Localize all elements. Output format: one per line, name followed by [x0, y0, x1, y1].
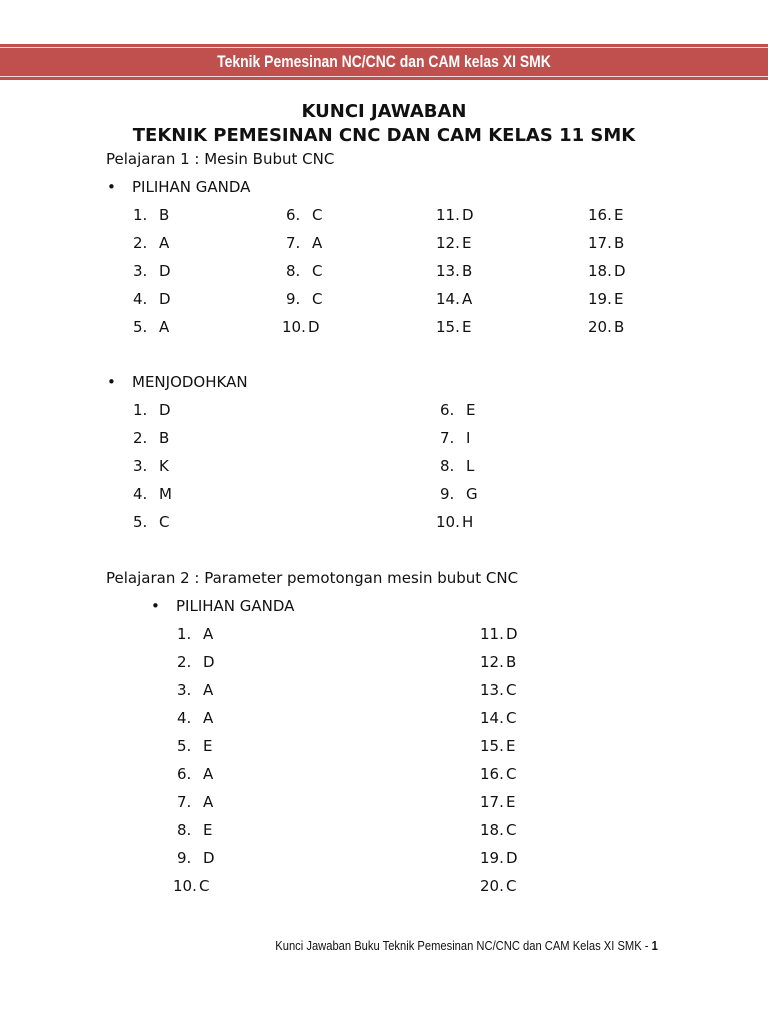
- answer-number: 13.: [480, 681, 504, 699]
- answer-letter: E: [466, 401, 476, 419]
- lesson1-match-label: • MENJODOHKAN: [132, 373, 248, 391]
- answer-letter: A: [203, 709, 214, 727]
- answer-letter: E: [506, 737, 516, 755]
- answer-number: 6.: [177, 765, 192, 783]
- answer-number: 17.: [480, 793, 504, 811]
- answer-letter: E: [506, 793, 516, 811]
- answer-letter: D: [506, 625, 518, 643]
- answer-letter: A: [203, 793, 214, 811]
- document-title: KUNCI JAWABAN: [301, 101, 467, 122]
- page-number: 1: [651, 938, 658, 953]
- answer-letter: D: [159, 262, 171, 280]
- answer-number: 6.: [440, 401, 455, 419]
- answer-letter: B: [462, 262, 473, 280]
- answer-number: 8.: [440, 457, 455, 475]
- answer-number: 6.: [286, 206, 301, 224]
- answer-number: 4.: [133, 290, 148, 308]
- answer-number: 11.: [480, 625, 504, 643]
- answer-letter: A: [203, 625, 214, 643]
- answer-number: 2.: [133, 429, 148, 447]
- header-rule-top: [0, 47, 768, 48]
- answer-letter: B: [506, 653, 517, 671]
- answer-number: 10.: [282, 318, 306, 336]
- answer-number: 7.: [440, 429, 455, 447]
- answer-letter: C: [312, 262, 323, 280]
- answer-number: 2.: [177, 653, 192, 671]
- answer-letter: C: [506, 709, 517, 727]
- answer-letter: E: [614, 290, 624, 308]
- answer-number: 10.: [173, 877, 197, 895]
- answer-number: 15.: [480, 737, 504, 755]
- answer-letter: A: [462, 290, 473, 308]
- answer-letter: B: [614, 234, 625, 252]
- answer-number: 15.: [436, 318, 460, 336]
- answer-letter: G: [466, 485, 478, 503]
- lesson1-pg-label: • PILIHAN GANDA: [132, 178, 250, 196]
- answer-letter: E: [462, 234, 472, 252]
- answer-letter: D: [462, 206, 474, 224]
- answer-letter: D: [159, 401, 171, 419]
- answer-letter: C: [312, 290, 323, 308]
- answer-number: 8.: [286, 262, 301, 280]
- answer-letter: I: [466, 429, 471, 447]
- answer-number: 17.: [588, 234, 612, 252]
- answer-letter: E: [614, 206, 624, 224]
- answer-letter: D: [203, 849, 215, 867]
- answer-letter: B: [159, 206, 170, 224]
- document-subtitle: TEKNIK PEMESINAN CNC DAN CAM KELAS 11 SMK: [132, 125, 636, 146]
- answer-number: 12.: [480, 653, 504, 671]
- answer-number: 12.: [436, 234, 460, 252]
- answer-number: 8.: [177, 821, 192, 839]
- answer-letter: C: [199, 877, 210, 895]
- answer-number: 13.: [436, 262, 460, 280]
- answer-letter: B: [614, 318, 625, 336]
- answer-number: 20.: [588, 318, 612, 336]
- answer-number: 9.: [177, 849, 192, 867]
- answer-letter: D: [203, 653, 215, 671]
- answer-letter: D: [614, 262, 626, 280]
- answer-letter: A: [203, 765, 214, 783]
- answer-number: 5.: [177, 737, 192, 755]
- answer-letter: C: [506, 765, 517, 783]
- answer-number: 4.: [133, 485, 148, 503]
- answer-letter: C: [506, 877, 517, 895]
- answer-number: 3.: [133, 262, 148, 280]
- answer-letter: A: [203, 681, 214, 699]
- answer-number: 4.: [177, 709, 192, 727]
- footer-text: Kunci Jawaban Buku Teknik Pemesinan NC/CNC dan CAM Kelas XI SMK -: [275, 938, 652, 953]
- answer-letter: A: [159, 234, 170, 252]
- answer-letter: B: [159, 429, 170, 447]
- answer-number: 5.: [133, 513, 148, 531]
- answer-number: 9.: [286, 290, 301, 308]
- answer-number: 20.: [480, 877, 504, 895]
- answer-number: 11.: [436, 206, 460, 224]
- answer-letter: C: [312, 206, 323, 224]
- answer-number: 10.: [436, 513, 460, 531]
- header-title: Teknik Pemesinan NC/CNC dan CAM kelas XI SMK: [217, 52, 551, 71]
- answer-letter: C: [506, 681, 517, 699]
- answer-letter: D: [159, 290, 171, 308]
- answer-letter: E: [203, 737, 213, 755]
- answer-number: 9.: [440, 485, 455, 503]
- answer-number: 18.: [588, 262, 612, 280]
- answer-number: 5.: [133, 318, 148, 336]
- answer-number: 1.: [177, 625, 192, 643]
- lesson1-heading: Pelajaran 1 : Mesin Bubut CNC: [106, 150, 335, 168]
- answer-letter: D: [308, 318, 320, 336]
- answer-letter: A: [159, 318, 170, 336]
- page-footer: [275, 938, 658, 953]
- answer-letter: C: [506, 821, 517, 839]
- answer-number: 19.: [480, 849, 504, 867]
- answer-number: 3.: [133, 457, 148, 475]
- answer-number: 1.: [133, 401, 148, 419]
- answer-letter: M: [159, 485, 172, 503]
- lesson2-pg-label: • PILIHAN GANDA: [176, 597, 294, 615]
- answer-letter: E: [462, 318, 472, 336]
- answer-letter: E: [203, 821, 213, 839]
- answer-number: 14.: [480, 709, 504, 727]
- answer-number: 16.: [588, 206, 612, 224]
- answer-letter: C: [159, 513, 170, 531]
- lesson2-heading: Pelajaran 2 : Parameter pemotongan mesin bubut CNC: [106, 569, 519, 587]
- answer-number: 18.: [480, 821, 504, 839]
- answer-letter: L: [466, 457, 475, 475]
- answer-number: 14.: [436, 290, 460, 308]
- answer-number: 7.: [286, 234, 301, 252]
- answer-number: 7.: [177, 793, 192, 811]
- answer-number: 1.: [133, 206, 148, 224]
- answer-number: 3.: [177, 681, 192, 699]
- answer-number: 19.: [588, 290, 612, 308]
- answer-number: 2.: [133, 234, 148, 252]
- answer-letter: A: [312, 234, 323, 252]
- answer-letter: K: [159, 457, 169, 475]
- answer-letter: H: [462, 513, 474, 531]
- answer-number: 16.: [480, 765, 504, 783]
- answer-letter: D: [506, 849, 518, 867]
- header-rule-bottom: [0, 76, 768, 77]
